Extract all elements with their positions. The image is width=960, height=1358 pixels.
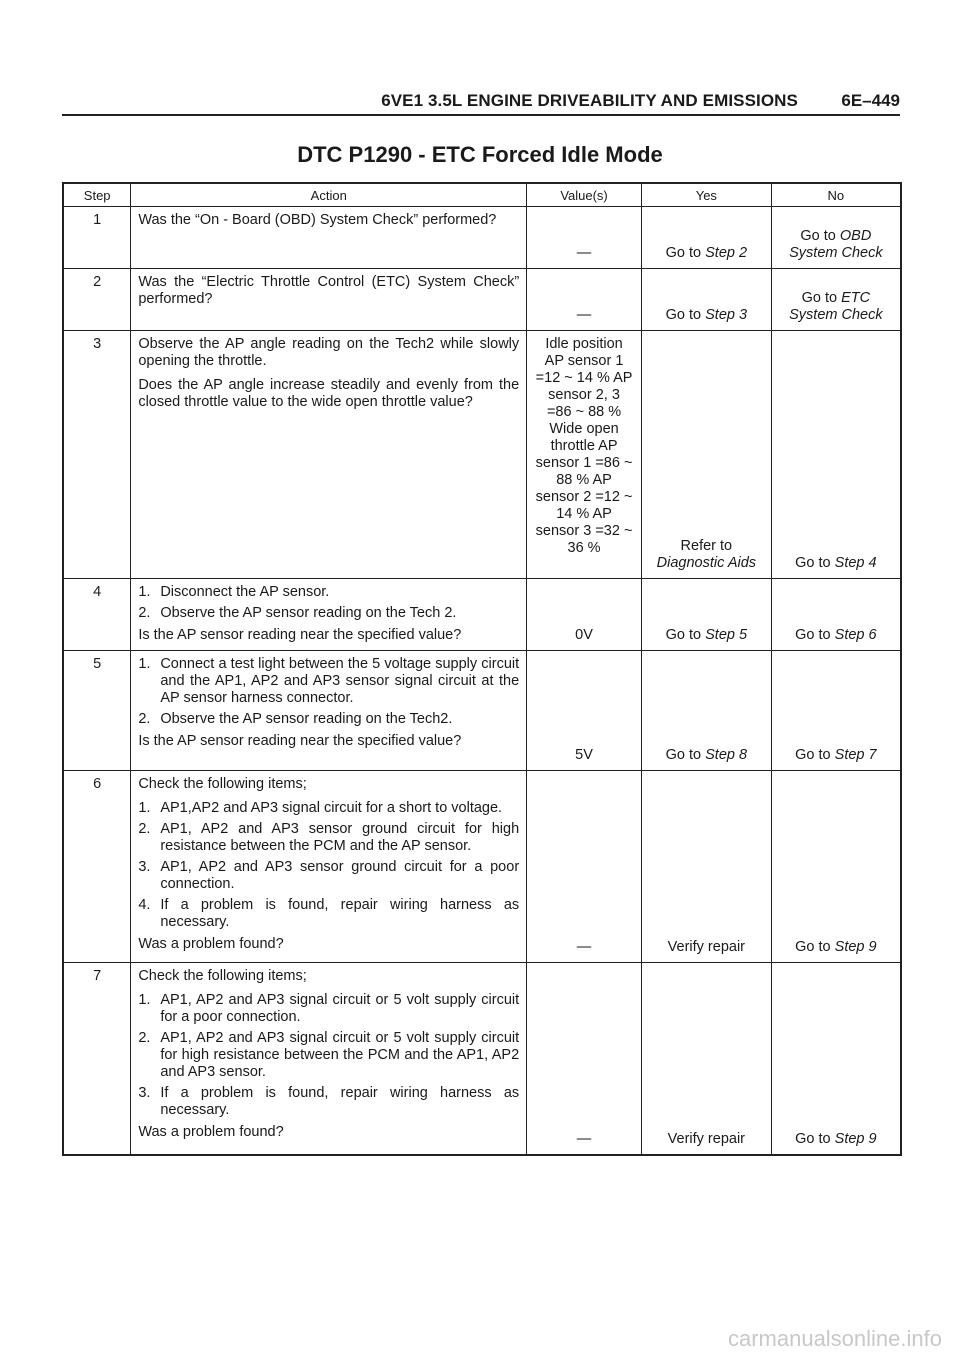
value-cell: — [527, 963, 642, 1155]
action-cell [131, 331, 527, 579]
table-header-row [63, 183, 901, 207]
step-number: 1 [63, 207, 131, 269]
action-question: Was a problem found? [138, 1124, 284, 1140]
yes-prefix: Go to [665, 245, 706, 261]
no-prefix: Go to [795, 627, 835, 643]
action-cell [131, 207, 527, 269]
page-number: 6E–449 [841, 91, 900, 110]
table-row [63, 651, 901, 771]
value-cell: — [527, 771, 642, 963]
no-prefix: Go to [795, 555, 835, 571]
watermark: carmanualsonline.info [727, 1326, 942, 1351]
list-text: AP1, AP2 and AP3 signal circuit or 5 volt supply circuit for high resistance between the PCM and the AP1, AP2 and AP3 sensor. [160, 1030, 520, 1080]
list-number: 1. [138, 584, 151, 600]
diagnostic-table [62, 182, 902, 1156]
list-text: If a problem is found, repair wiring harness as necessary. [160, 1085, 520, 1118]
yes-prefix: Go to [665, 747, 706, 763]
action-list-item [138, 800, 519, 817]
table-row [63, 963, 901, 1155]
step-number: 4 [63, 579, 131, 651]
no-cell [771, 269, 901, 331]
action-list-item [138, 656, 519, 707]
no-prefix: Go to [800, 228, 840, 244]
yes-prefix: Go to [665, 627, 706, 643]
yes-cell [641, 579, 771, 651]
action-list-item [138, 821, 519, 855]
action-intro: Check the following items; [138, 968, 307, 984]
col-action-header: Action [131, 183, 527, 207]
list-number: 1. [138, 992, 151, 1008]
action-text: Was the “Electric Throttle Control (ETC) System Check” performed? [138, 274, 520, 307]
yes-cell [641, 269, 771, 331]
list-text: AP1, AP2 and AP3 signal circuit or 5 volt supply circuit for a poor connection. [160, 992, 520, 1025]
action-text: Does the AP angle increase steadily and evenly from the closed throttle value to the wide open throttle value? [138, 377, 520, 410]
value-cell: 0V [527, 579, 642, 651]
list-text: Observe the AP sensor reading on the Tech2. [160, 711, 453, 727]
col-yes-header: Yes [641, 183, 771, 207]
no-cell [771, 331, 901, 579]
yes-text: Verify repair [667, 1130, 746, 1147]
list-text: Disconnect the AP sensor. [160, 584, 330, 600]
action-list-item [138, 1085, 519, 1119]
list-number: 3. [138, 859, 151, 875]
yes-link[interactable]: Step 5 [705, 627, 748, 643]
list-number: 2. [138, 711, 151, 727]
action-cell [131, 771, 527, 963]
value-cell: Idle position AP sensor 1 =12 ~ 14 % AP sensor 2, 3 =86 ~ 88 % Wide open throttle AP sensor 1 =86 ~ 88 % AP sensor 2 =12 ~ 14 % AP sensor 3 =32 ~ 36 % [527, 331, 642, 579]
list-number: 1. [138, 800, 151, 816]
yes-prefix: Go to [665, 307, 706, 323]
yes-prefix: Refer to [680, 538, 733, 554]
value-cell: — [527, 269, 642, 331]
action-question: Was a problem found? [138, 936, 284, 952]
list-number: 1. [138, 656, 151, 672]
step-number: 2 [63, 269, 131, 331]
step-number: 5 [63, 651, 131, 771]
no-cell [771, 579, 901, 651]
step-number: 7 [63, 963, 131, 1155]
action-question: Is the AP sensor reading near the specified value? [138, 627, 462, 643]
action-list-item [138, 859, 519, 893]
no-prefix: Go to [795, 747, 835, 763]
action-list-item [138, 605, 519, 622]
list-number: 3. [138, 1085, 151, 1101]
yes-text: Verify repair [667, 939, 746, 955]
action-list-item [138, 711, 519, 728]
yes-link[interactable]: Step 2 [705, 245, 748, 261]
list-number: 4. [138, 897, 151, 913]
no-link[interactable]: Step 4 [834, 555, 877, 571]
action-list-item [138, 1030, 519, 1081]
col-step-header: Step [63, 183, 131, 207]
no-link[interactable]: Step 7 [834, 747, 877, 763]
action-list-item [138, 897, 519, 931]
list-text: Connect a test light between the 5 voltage supply circuit and the AP1, AP2 and AP3 sensor signal circuit at the AP sensor harness connector. [160, 656, 520, 706]
list-number: 2. [138, 821, 151, 837]
action-intro: Check the following items; [138, 776, 307, 792]
list-text: If a problem is found, repair wiring harness as necessary. [160, 897, 520, 930]
list-number: 2. [138, 1030, 151, 1046]
list-text: AP1, AP2 and AP3 sensor ground circuit for a poor connection. [160, 859, 520, 892]
step-number: 3 [63, 331, 131, 579]
no-link[interactable]: Step 9 [834, 939, 877, 955]
table-row [63, 207, 901, 269]
table-row [63, 331, 901, 579]
action-cell [131, 963, 527, 1155]
yes-link[interactable]: Step 3 [705, 307, 748, 323]
no-link[interactable]: ETC System Check [789, 290, 883, 323]
yes-cell [641, 651, 771, 771]
list-number: 2. [138, 605, 151, 621]
yes-link[interactable]: Step 8 [705, 747, 748, 763]
section-title: 6VE1 3.5L ENGINE DRIVEABILITY AND EMISSIONS [381, 91, 798, 110]
col-values-header: Value(s) [527, 183, 642, 207]
no-cell [771, 651, 901, 771]
table-row [63, 269, 901, 331]
list-text: AP1,AP2 and AP3 signal circuit for a short to voltage. [160, 800, 503, 816]
no-prefix: Go to [795, 1130, 835, 1147]
page-header [62, 88, 900, 116]
table-row [63, 579, 901, 651]
list-text: Observe the AP sensor reading on the Tech 2. [160, 605, 457, 621]
action-text: Observe the AP angle reading on the Tech2 while slowly opening the throttle. [138, 336, 520, 369]
action-cell [131, 651, 527, 771]
action-text: Was the “On - Board (OBD) System Check” performed? [138, 212, 497, 228]
no-link[interactable]: OBD System Check [789, 228, 883, 261]
yes-cell [641, 963, 771, 1155]
no-cell [771, 963, 901, 1155]
no-cell [771, 207, 901, 269]
step-number: 6 [63, 771, 131, 963]
no-prefix: Go to [795, 939, 835, 955]
action-list-item [138, 992, 519, 1026]
yes-cell [641, 331, 771, 579]
table-row [63, 771, 901, 963]
col-no-header: No [771, 183, 901, 207]
no-link[interactable]: Step 6 [834, 627, 877, 643]
value-cell: — [527, 207, 642, 269]
document-title: DTC P1290 - ETC Forced Idle Mode [297, 142, 663, 167]
no-cell [771, 771, 901, 963]
action-list-item [138, 584, 519, 601]
value-cell: 5V [527, 651, 642, 771]
action-cell [131, 579, 527, 651]
no-prefix: Go to [801, 290, 842, 306]
list-text: AP1, AP2 and AP3 sensor ground circuit for high resistance between the PCM and the AP sensor. [160, 821, 520, 854]
action-question: Is the AP sensor reading near the specified value? [138, 733, 462, 749]
action-cell [131, 269, 527, 331]
yes-link[interactable]: Diagnostic Aids [656, 555, 757, 571]
yes-cell [641, 771, 771, 963]
yes-cell [641, 207, 771, 269]
no-link[interactable]: Step 9 [834, 1130, 877, 1147]
